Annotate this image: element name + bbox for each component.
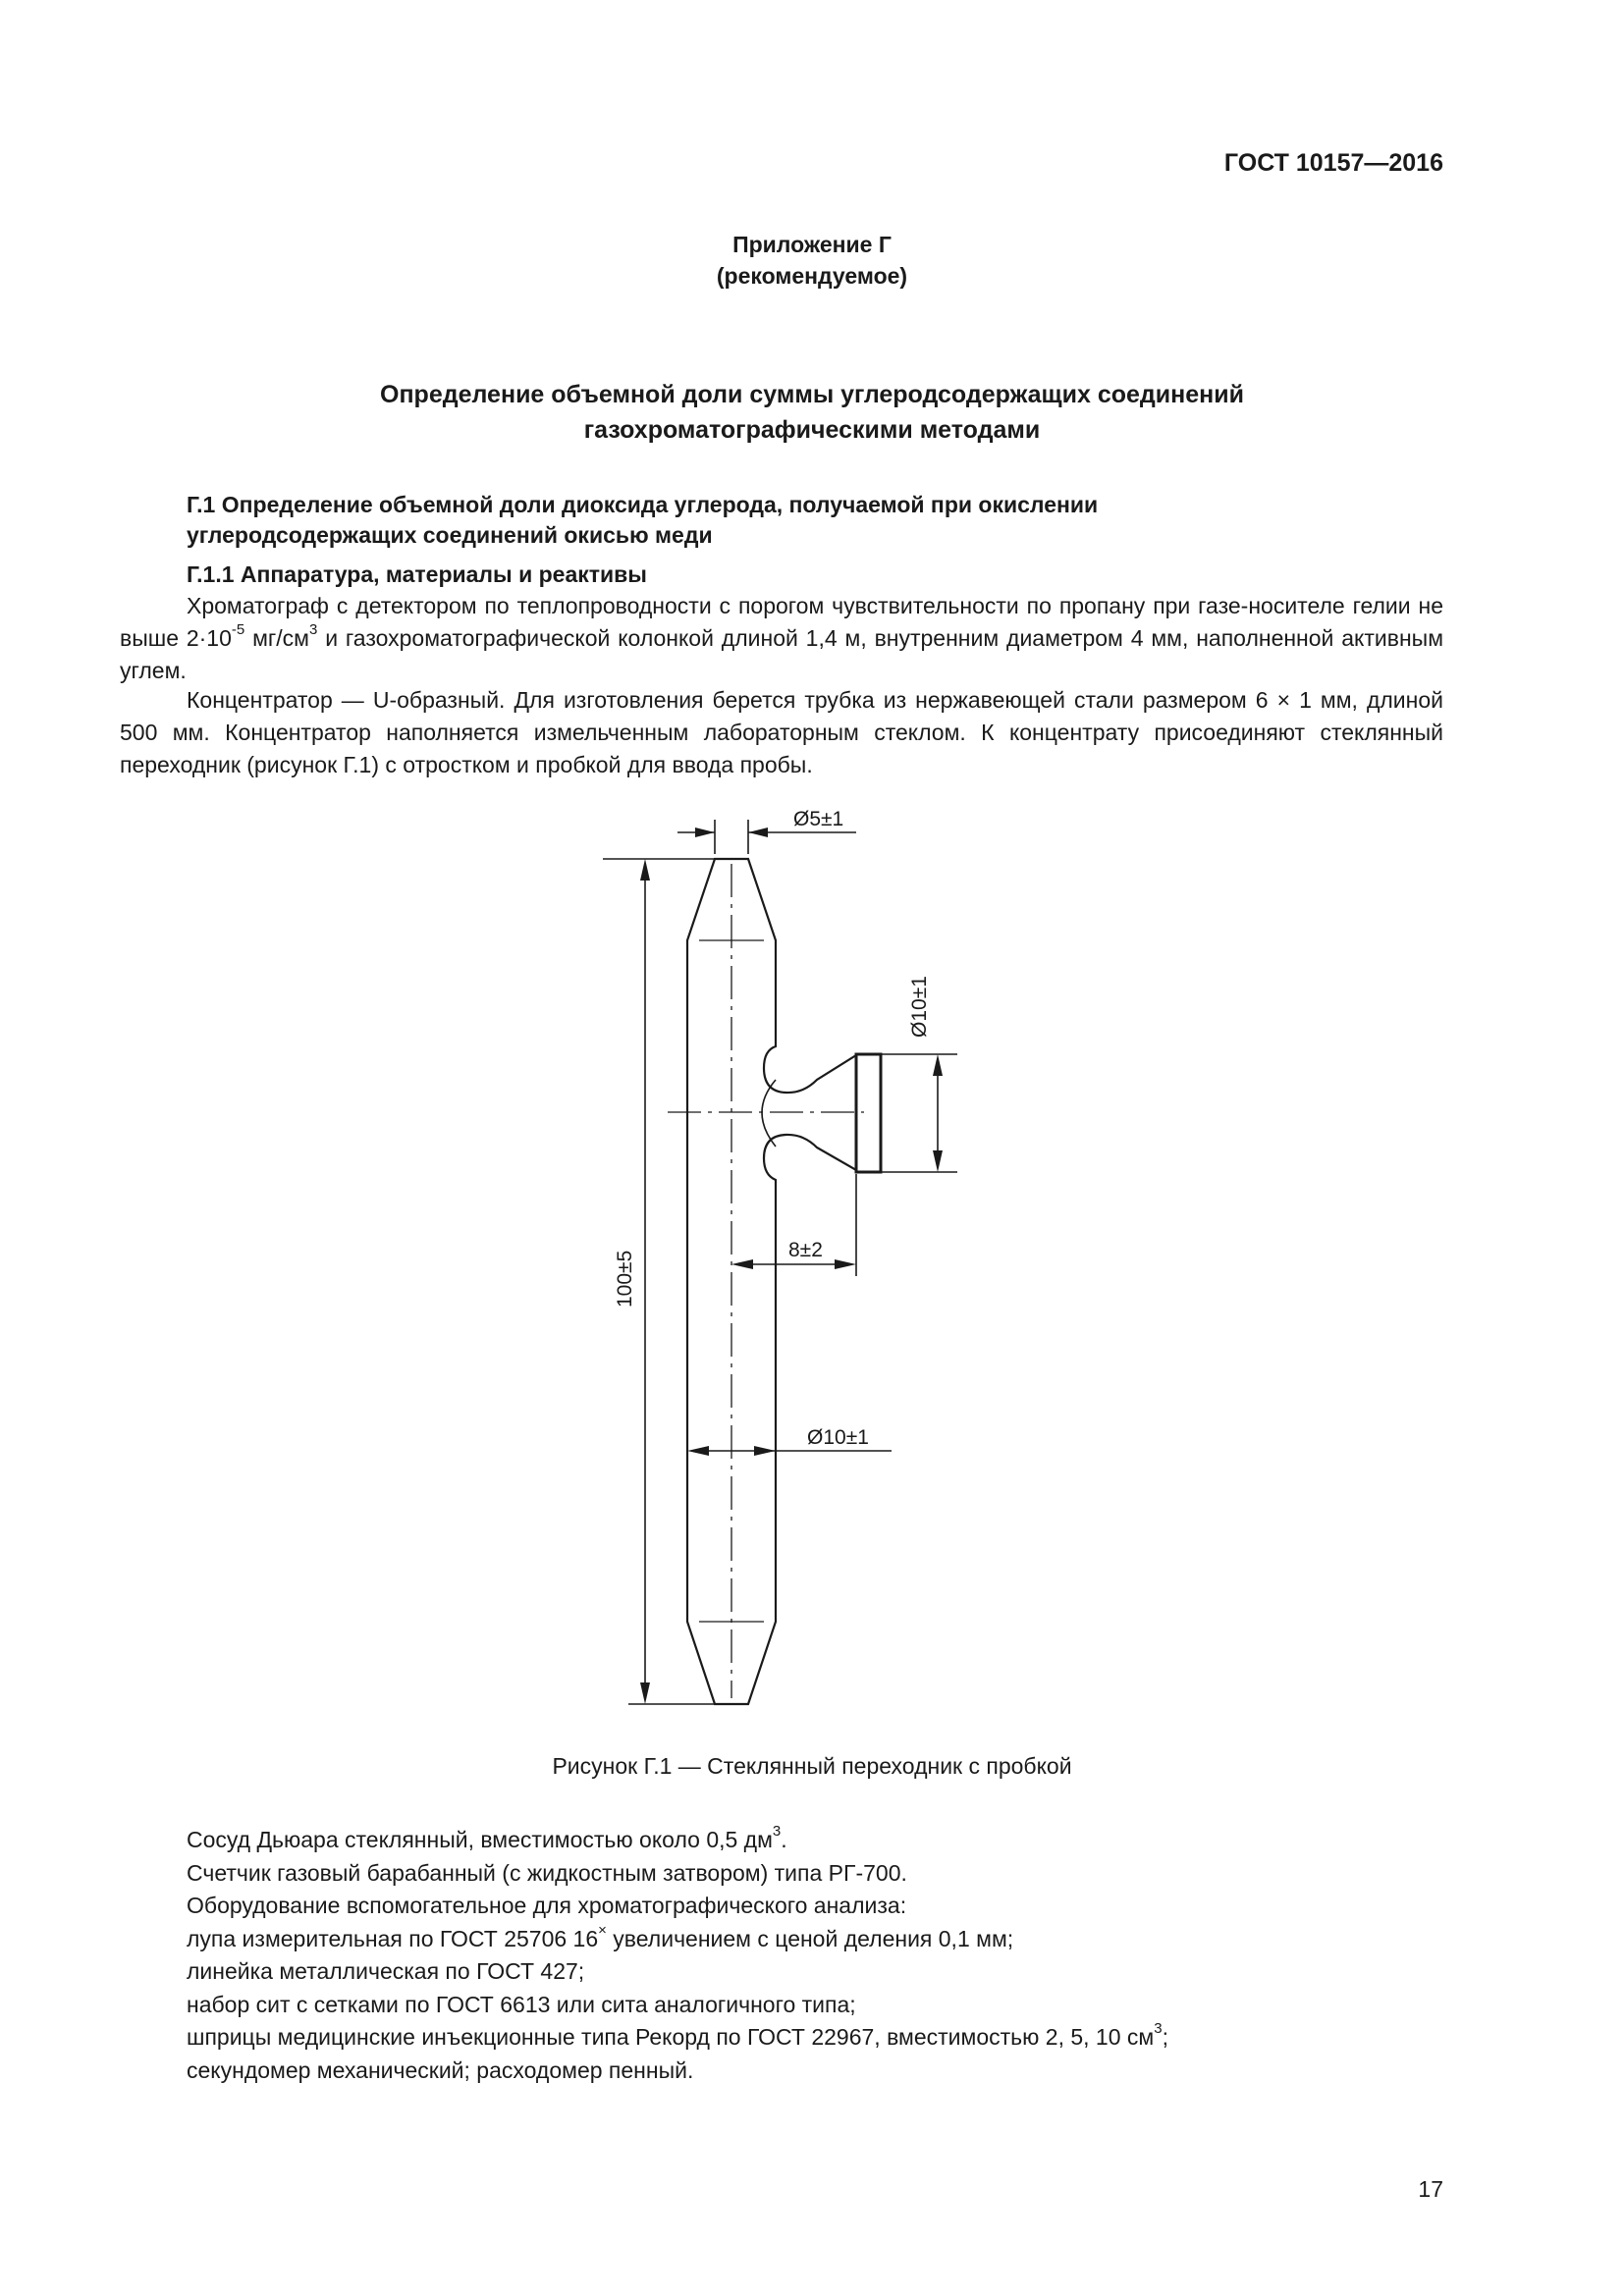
appendix-title: Приложение Г: [732, 232, 892, 257]
list-item-end: ;: [1162, 2024, 1168, 2050]
dim-body-label: Ø10±1: [807, 1426, 869, 1449]
list-item-text: шприцы медицинские инъекционные типа Рекорд по ГОСТ 22967, вместимостью 2, 5, 10 см: [187, 2024, 1155, 2050]
list-item-end: увеличением с ценой деления 0,1 мм;: [606, 1925, 1014, 1951]
section-title-line1: Определение объемной доли суммы углеродсодержащих соединений: [380, 381, 1244, 408]
adapter-outline: [687, 859, 881, 1704]
list-item-sup: ×: [598, 1921, 607, 1939]
list-item: [187, 2021, 1168, 2055]
dim-offset-label: 8±2: [788, 1239, 823, 1261]
figure-caption: Рисунок Г.1 — Стеклянный переходник с пробкой: [552, 1753, 1072, 1779]
paragraph-concentrator: Концентратор — U-образный. Для изготовления берется трубка из нержавеющей стали размером 6 × 1 мм, длиной 500 мм. Концентратор наполняется измельченным лабораторным стеклом. К концентрату присоединяют стеклянный переходник (рисунок Г.1) с отростком и пробкой для ввода пробы.: [120, 687, 1443, 777]
list-item-text: лупа измерительная по ГОСТ 25706 16: [187, 1925, 599, 1951]
list-item: Счетчик газовый барабанный (с жидкостным затвором) типа РГ-700.: [187, 1859, 907, 1886]
dim-length-label: 100±5: [614, 1250, 636, 1308]
p1-sup-2: 3: [309, 621, 318, 639]
list-item-end: .: [781, 1827, 787, 1852]
page-number: 17: [1418, 2176, 1443, 2202]
section-title-line2: газохроматографическими методами: [583, 416, 1041, 444]
list-item: Оборудование вспомогательное для хроматографического анализа:: [187, 1893, 907, 1918]
adapter-body: [687, 859, 856, 1704]
list-item: [187, 1923, 1168, 1956]
stopper: [856, 1054, 881, 1172]
g1-line2: углеродсодержащих соединений окисью меди: [187, 522, 713, 548]
subsection-g11-heading: Г.1.1 Аппаратура, материалы и реактивы: [187, 561, 647, 587]
dim-top-label: Ø5±1: [793, 808, 844, 830]
list-item-sup: 3: [1154, 2020, 1163, 2038]
dim-side-label: Ø10±1: [908, 976, 931, 1038]
p1-sup-1: -5: [231, 621, 245, 639]
appendix-status: (рекомендуемое): [716, 263, 908, 289]
p1-text-c: и газохроматографической колонкой длиной 1,4 м, внутренним диаметром 4 мм, наполненной активным углем.: [120, 625, 1444, 683]
list-item: линейка металлическая по ГОСТ 427;: [187, 1958, 585, 1984]
list-item: набор сит с сетками по ГОСТ 6613 или сита аналогичного типа;: [187, 1991, 856, 2017]
g1-line1: Г.1 Определение объемной доли диоксида углерода, получаемой при окислении: [187, 492, 1099, 517]
center-lines: [668, 864, 864, 1698]
dimension-arrows: [640, 828, 943, 1704]
standard-id: ГОСТ 10157—2016: [1223, 149, 1443, 177]
p1-text-b: мг/см: [244, 625, 309, 651]
p1-text-a: Хроматограф с детектором по теплопроводности с порогом чувствительности по пропану при газе-носителе гелии не выше 2·10: [120, 593, 1443, 651]
list-item: [187, 1824, 1168, 1857]
list-item: секундомер механический; расходомер пенный.: [187, 2056, 694, 2083]
list-item-text: Сосуд Дьюара стеклянный, вместимостью около 0,5 дм: [187, 1827, 773, 1852]
dimension-lines: [603, 820, 957, 1704]
list-item-sup: 3: [772, 1823, 782, 1841]
equipment-list: [187, 1824, 1168, 2087]
